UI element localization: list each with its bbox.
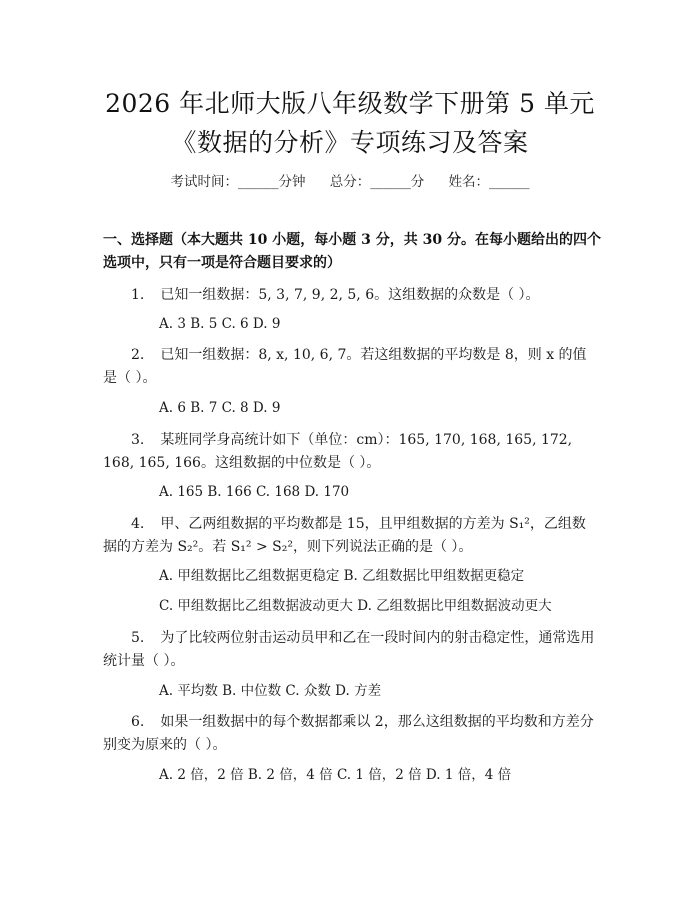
question-4-options-row1: A. 甲组数据比乙组数据更稳定 B. 乙组数据比甲组数据更稳定 [159,568,525,584]
question-text: 如果一组数据中的每个数据都乘以 2，那么这组数据的平均数和方差分别变为原来的（ ）。 [103,714,594,753]
question-6 [103,711,598,757]
exam-time: 考试时间：______分钟 [170,174,306,190]
question-number: 4. [131,516,145,532]
question-3 [103,429,598,475]
question-1-options: A. 3 B. 5 C. 6 D. 9 [159,316,281,332]
exam-score: 总分：______分 [329,174,425,190]
page-title-line2: 《数据的分析》专项练习及答案 [171,128,529,157]
question-3-options: A. 165 B. 166 C. 168 D. 170 [159,484,350,500]
question-text: 为了比较两位射击运动员甲和乙在一段时间内的射击稳定性，通常选用统计量（ ）。 [103,630,595,669]
question-text: 甲、乙两组数据的平均数都是 15，且甲组数据的方差为 S₁²，乙组数据的方差为 S₂²。若 S₁² > S₂²，则下列说法正确的是（ ）。 [103,516,586,555]
question-number: 2. [131,347,145,363]
question-5-options: A. 平均数 B. 中位数 C. 众数 D. 方差 [159,683,382,699]
question-number: 3. [131,432,145,448]
question-2 [103,344,598,390]
question-text: 已知一组数据：5, 3, 7, 9, 2, 5, 6。这组数据的众数是（ ）。 [160,287,540,303]
question-5 [103,627,598,673]
page-title-line1: 2026 年北师大版八年级数学下册第 5 单元 [105,89,595,118]
question-number: 6. [131,714,145,730]
question-4-options-row2: C. 甲组数据比乙组数据波动更大 D. 乙组数据比甲组数据波动更大 [159,598,552,614]
question-text: 某班同学身高统计如下（单位：cm）：165, 170, 168, 165, 172, 168, 165, 166。这组数据的中位数是（ ）。 [103,432,573,471]
question-text: 已知一组数据：8, x, 10, 6, 7。若这组数据的平均数是 8，则 x 的值是（ ）。 [103,347,587,386]
exam-info [0,170,700,190]
question-4 [103,513,598,559]
question-6-options: A. 2 倍，2 倍 B. 2 倍，4 倍 C. 1 倍，2 倍 D. 1 倍，4 倍 [159,767,512,783]
student-name: 姓名：______ [448,174,530,190]
question-2-options: A. 6 B. 7 C. 8 D. 9 [159,400,281,416]
section-heading: 一、选择题（本大题共 10 小题，每小题 3 分，共 30 分。在每小题给出的四个选项中，只有一项是符合题目要求的） [103,232,601,271]
question-number: 5. [131,630,145,646]
question-number: 1. [131,287,145,303]
question-1 [103,284,598,307]
